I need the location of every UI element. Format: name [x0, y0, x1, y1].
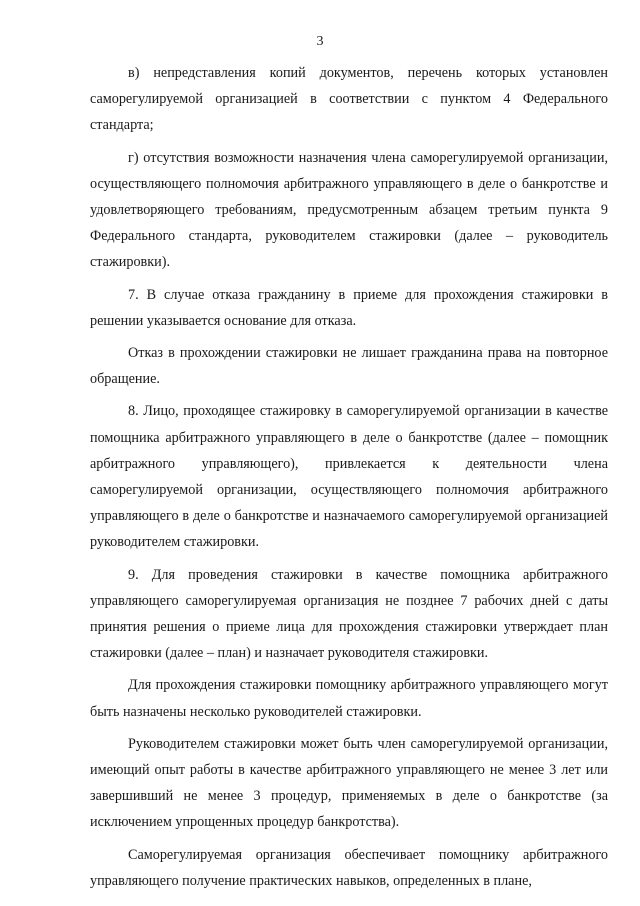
paragraph-9-supervisor-requirements: Руководителем стажировки может быть член саморегулируемой организации, имеющий опыт работы в качестве арбитражного управляющего не менее 3 лет или завершивший не менее 3 процедур, применяемых в деле о банкротстве (за исключением упрощенных процедур банкротства). [90, 735, 608, 831]
paragraph-7-refusal: Отказ в прохождении стажировки не лишает гражданина права на повторное обращение. [90, 345, 608, 388]
paragraph-9-practical-skills: Саморегулируемая организация обеспечивает помощнику арбитражного управляющего получение практических навыков, определенных в плане, [90, 846, 608, 889]
page-number: 3 [316, 34, 324, 49]
paragraph-7: 7. В случае отказа гражданину в приеме для прохождения стажировки в решении указывается основание для отказа. [90, 286, 608, 329]
paragraph-9: 9. Для проведения стажировки в качестве помощника арбитражного управляющего саморегулируемая организация не позднее 7 рабочих дней с даты принятия решения о приеме лица для прохождения стажировки утверждает план стажировки (далее – план) и назначает руководителя стажировки. [90, 566, 608, 662]
paragraph-8: 8. Лицо, проходящее стажировку в саморегулируемой организации в качестве помощника арбитражного управляющего в деле о банкротстве (далее – помощник арбитражного управляющего), привлекается к деятельности члена саморегулируемой организации, осуществляющего полномочия арбитражного управляющего в деле о банкротстве и назначаемого саморегулируемой организацией руководителем стажировки. [90, 403, 608, 551]
paragraph-9-multiple-supervisors: Для прохождения стажировки помощнику арбитражного управляющего могут быть назначены несколько руководителей стажировки. [90, 677, 608, 720]
document-body [90, 60, 608, 894]
paragraph-6v: в) непредставления копий документов, перечень которых установлен саморегулируемой организацией в соответствии с пунктом 4 Федерального стандарта; [90, 65, 608, 134]
paragraph-6g: г) отсутствия возможности назначения члена саморегулируемой организации, осуществляющего полномочия арбитражного управляющего в деле о банкротстве и удовлетворяющего требованиям, предусмотренным абзацем третьим пункта 9 Федерального стандарта, руководителем стажировки (далее – руководитель стажировки). [90, 149, 608, 271]
